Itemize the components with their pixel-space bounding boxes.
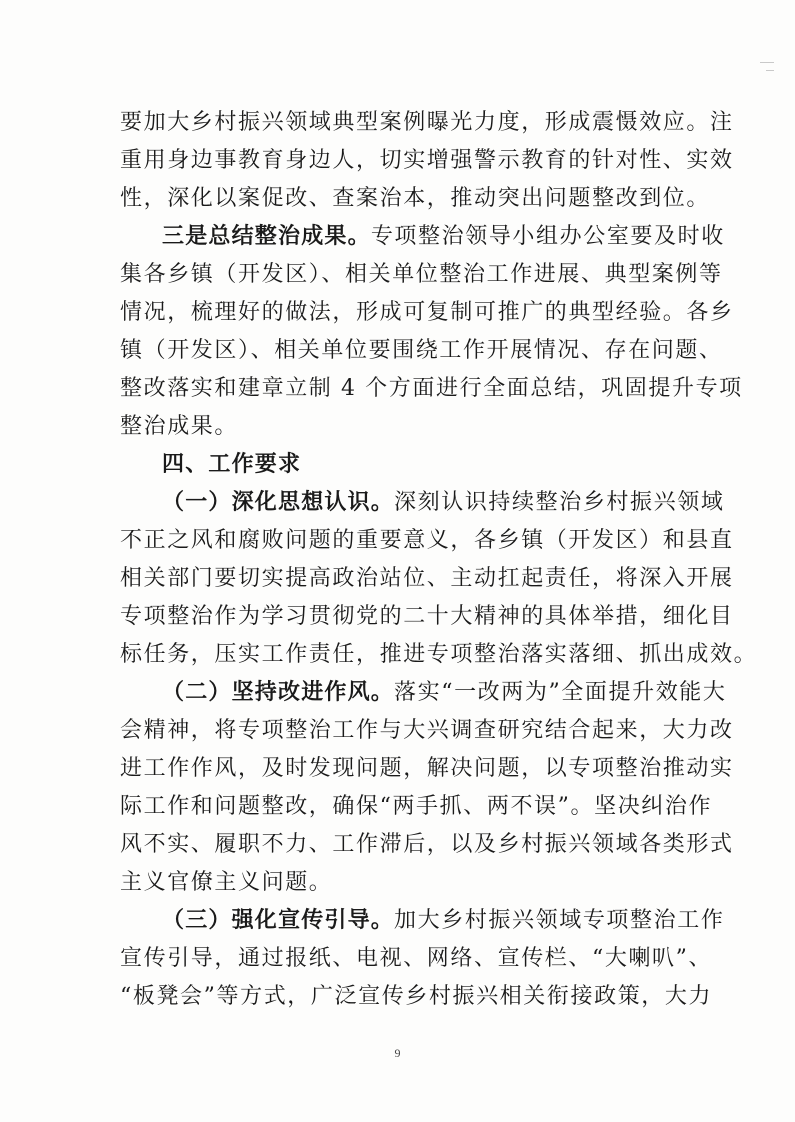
text-run: 整改落实和建章立制 4 个方面进行全面总结，巩固提升专项: [120, 376, 743, 401]
text-run: 会精神，将专项整治工作与大兴调查研究结合起来，大力改: [120, 718, 734, 743]
text-run: 风不实、履职不力、工作滞后，以及乡村振兴领域各类形式: [120, 832, 734, 857]
paragraph-heading: （三）强化宣传引导。: [162, 908, 395, 933]
text-line: [120, 982, 713, 1012]
text-run: 际工作和问题整改，确保“两手抓、两不误”。坚决纠治作: [120, 794, 713, 819]
text-line: [120, 298, 734, 328]
text-run: 整治成果。: [120, 414, 239, 439]
paragraph-heading: （一）深化思想认识。: [162, 490, 395, 515]
text-run: 重用身边事教育身边人，切实增强警示教育的针对性、实效: [120, 148, 734, 173]
text-run: 专项整治作为学习贯彻党的二十大精神的具体举措，细化目: [120, 604, 734, 629]
text-run: 要加大乡村振兴领域典型案例曝光力度，形成震慑效应。注: [120, 110, 734, 135]
scan-margin-mark: [760, 62, 774, 63]
page-number: 9: [394, 1046, 401, 1060]
text-run: 主义官僚主义问题。: [120, 870, 333, 895]
text-run: 相关部门要切实提高政治站位、主动扛起责任，将深入开展: [120, 566, 734, 591]
text-line: [120, 336, 723, 366]
section-heading: 四、工作要求: [162, 452, 302, 477]
text-line: [120, 412, 680, 442]
text-run: “板凳会”等方式，广泛宣传乡村振兴相关衔接政策，大力: [120, 984, 713, 1009]
text-run: 专项整治领导小组办公室要及时收: [370, 224, 725, 249]
text-line: [120, 716, 734, 746]
text-line: [120, 108, 734, 138]
text-line: [120, 146, 734, 176]
text-line: [120, 526, 734, 556]
text-line: [162, 678, 727, 708]
text-run: 集各乡镇（开发区）、相关单位整治工作进展、典型案例等: [120, 262, 723, 287]
text-run: 加大乡村振兴领域专项整治工作: [394, 908, 725, 933]
paragraph-heading: （二）坚持改进作风。: [162, 680, 395, 705]
text-line: [120, 564, 734, 594]
text-run: 标任务，压实工作责任，推进专项整治落实落细、抓出成效。: [120, 642, 758, 667]
text-run: 性，深化以案促改、查案治本，推动突出问题整改到位。: [120, 186, 711, 211]
text-run: 进工作作风，及时发现问题，解决问题，以专项整治推动实: [120, 756, 734, 781]
text-line: [162, 906, 725, 936]
text-line: [120, 830, 734, 860]
text-line: [120, 374, 743, 404]
text-line: [120, 792, 713, 822]
text-line: [120, 640, 758, 670]
scan-margin-mark: [766, 70, 774, 71]
text-line: [120, 944, 713, 974]
text-run: 落实“一改两为”全面提升效能大: [394, 680, 727, 705]
text-run: 镇（开发区）、相关单位要围绕工作开展情况、存在问题、: [120, 338, 723, 363]
text-line: [120, 184, 711, 214]
text-line: [120, 260, 723, 290]
text-line: [120, 754, 734, 784]
text-line: [120, 868, 680, 898]
text-run: 宣传引导，通过报纸、电视、网络、宣传栏、“大喇叭”、: [120, 946, 713, 971]
text-line: [162, 222, 725, 252]
paragraph-heading: 三是总结整治成果。: [162, 224, 371, 249]
text-run: 不正之风和腐败问题的重要意义，各乡镇（开发区）和县直: [120, 528, 734, 553]
text-run: 情况，梳理好的做法，形成可复制可推广的典型经验。各乡: [120, 300, 734, 325]
text-line: [120, 602, 734, 632]
text-line: [162, 488, 725, 518]
text-line: [162, 450, 680, 480]
text-run: 深刻认识持续整治乡村振兴领域: [394, 490, 725, 515]
